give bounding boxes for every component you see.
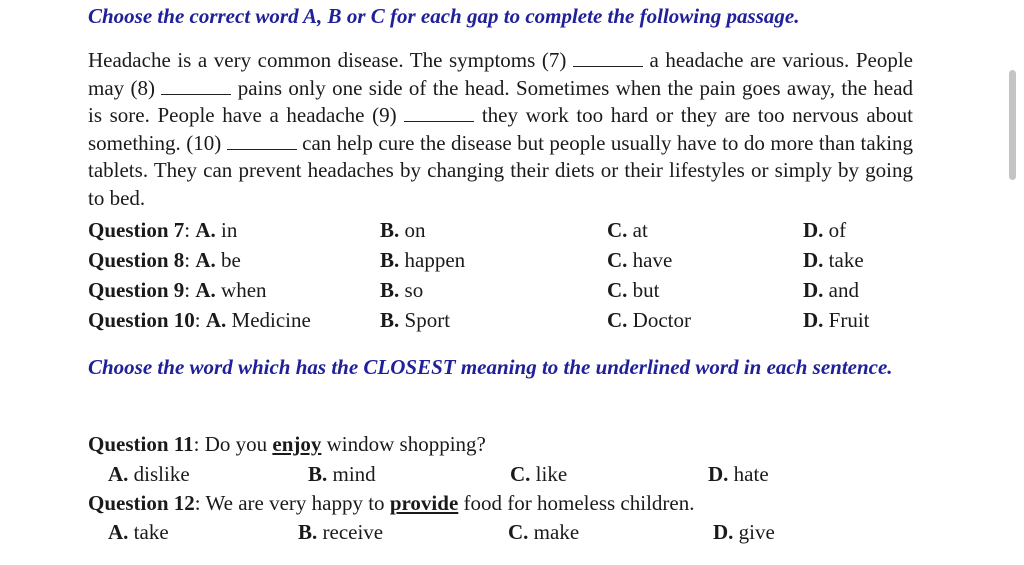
option-b — [380, 276, 423, 304]
option-letter: B. — [380, 278, 400, 302]
stem-after: food for homeless children. — [463, 491, 695, 515]
option-letter: C. — [607, 308, 628, 332]
section2-heading: Choose the word which has the CLOSEST meaning to the underlined word in each sentence. — [88, 355, 893, 379]
option-c — [508, 518, 579, 546]
option-letter: D. — [803, 248, 824, 272]
section1-heading: Choose the correct word A, B or C for each gap to complete the following passage. — [88, 4, 800, 28]
underlined-word: provide — [389, 491, 459, 515]
question-7: Question 7: A. in — [88, 218, 238, 242]
option-c — [607, 246, 672, 274]
option-text: Medicine — [231, 308, 311, 332]
option-c — [607, 276, 660, 304]
option-text: make — [533, 520, 580, 544]
option-text: so — [404, 278, 424, 302]
option-text: but — [632, 278, 660, 302]
option-text: when — [221, 278, 267, 302]
option-text: Sport — [404, 308, 451, 332]
option-letter: D. — [803, 308, 824, 332]
option-c — [510, 460, 567, 488]
option-a — [108, 518, 169, 546]
option-d — [708, 460, 769, 488]
question-10: Question 10: A. Medicine — [88, 308, 311, 332]
option-text: take — [828, 248, 864, 272]
option-letter: D. — [708, 462, 729, 486]
option-letter: A. — [108, 520, 129, 544]
option-text: take — [133, 520, 169, 544]
gap-7 — [573, 49, 643, 67]
passage — [88, 47, 913, 212]
option-b — [380, 246, 465, 274]
stem-before: Do you — [204, 432, 268, 456]
option-b — [298, 518, 383, 546]
gap-8 — [161, 77, 231, 95]
question-9: Question 9: A. when — [88, 278, 267, 302]
option-a — [108, 460, 190, 488]
option-d — [803, 216, 846, 244]
passage-part-4: they work too hard or they are too nervous about something. (10) — [88, 103, 913, 155]
option-text: receive — [322, 520, 384, 544]
option-text: have — [632, 248, 673, 272]
option-c — [607, 306, 691, 334]
option-d — [803, 246, 864, 274]
option-d — [803, 276, 859, 304]
question-12: Question 12: We are very happy to provide food for homeless children. — [88, 491, 695, 515]
vertical-scrollbar[interactable] — [1009, 70, 1016, 180]
stem-after: window shopping? — [326, 432, 486, 456]
option-text: give — [738, 520, 775, 544]
option-text: be — [221, 248, 241, 272]
option-letter: D. — [803, 278, 824, 302]
option-b — [380, 306, 450, 334]
stem-before: We are very happy to — [205, 491, 385, 515]
option-letter: A. — [195, 278, 216, 302]
question-label: Question 7 — [88, 218, 185, 242]
option-b — [380, 216, 426, 244]
option-text: like — [535, 462, 568, 486]
question-label: Question 12 — [88, 491, 195, 515]
option-text: happen — [404, 248, 466, 272]
question-8: Question 8: A. be — [88, 248, 241, 272]
question-label: Question 8 — [88, 248, 185, 272]
option-text: dislike — [133, 462, 190, 486]
option-text: on — [404, 218, 426, 242]
option-text: mind — [332, 462, 376, 486]
option-letter: B. — [380, 218, 400, 242]
option-letter: A. — [205, 308, 227, 332]
option-letter: C. — [508, 520, 529, 544]
question-label: Question 9 — [88, 278, 185, 302]
option-letter: C. — [607, 278, 628, 302]
option-letter: B. — [308, 462, 328, 486]
question-label: Question 10 — [88, 308, 195, 332]
passage-part-5: can help cure the disease but people usually have to do more than taking tablets. They can prevent headaches by changing their diets or their lifestyles or simply by going to bed. — [88, 130, 914, 210]
option-letter: B. — [298, 520, 318, 544]
option-text: at — [632, 218, 648, 242]
option-letter: A. — [108, 462, 129, 486]
option-letter: D. — [803, 218, 824, 242]
passage-part-3: pains only one side of the head. Sometimes when the pain goes away, the head is sore. People have a headache (9) — [88, 75, 914, 127]
option-d — [803, 306, 870, 334]
option-text: Fruit — [828, 308, 870, 332]
question-label: Question 11 — [88, 432, 194, 456]
question-11: Question 11: Do you enjoy window shopping? — [88, 432, 486, 456]
option-letter: B. — [380, 308, 400, 332]
option-letter: C. — [607, 248, 628, 272]
passage-part-2: a headache are various. People may (8) — [88, 48, 913, 100]
option-letter: C. — [607, 218, 628, 242]
option-letter: B. — [380, 248, 400, 272]
option-text: Doctor — [632, 308, 691, 332]
option-text: of — [828, 218, 847, 242]
option-letter: A. — [195, 248, 216, 272]
option-b — [308, 460, 376, 488]
option-text: hate — [733, 462, 769, 486]
gap-10 — [227, 132, 297, 150]
option-c — [607, 216, 648, 244]
option-d — [713, 518, 775, 546]
option-letter: A. — [195, 218, 216, 242]
passage-part-1: Headache is a very common disease. The symptoms (7) — [88, 48, 567, 72]
option-letter: C. — [510, 462, 531, 486]
option-text: and — [828, 278, 859, 302]
underlined-word: enjoy — [272, 432, 322, 456]
option-letter: D. — [713, 520, 734, 544]
gap-9 — [404, 104, 474, 122]
option-text: in — [221, 218, 238, 242]
